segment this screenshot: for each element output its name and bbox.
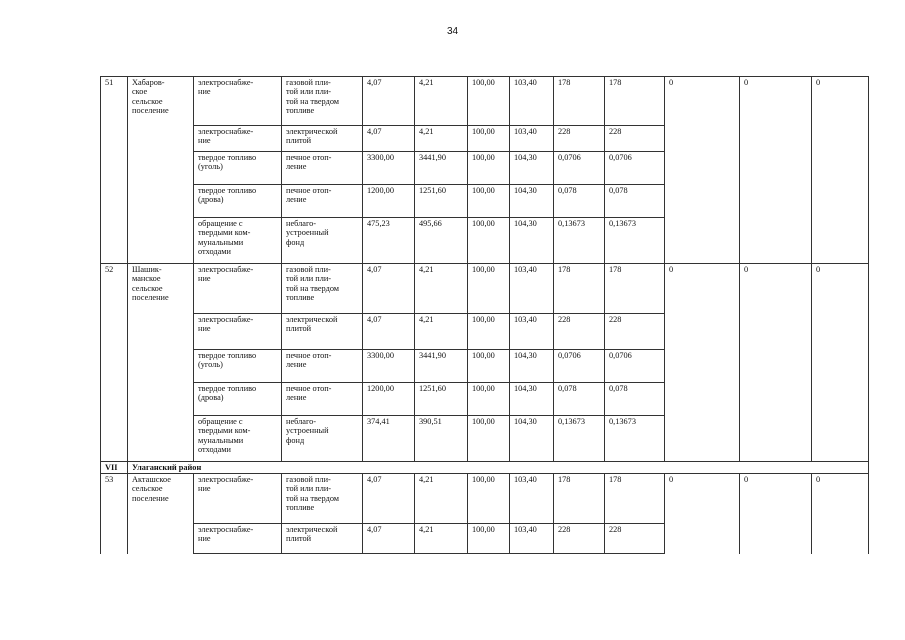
value-cell: 228: [554, 314, 605, 350]
value-cell: 0,13673: [554, 416, 605, 462]
type-cell: электрической плитой: [282, 524, 363, 554]
settlement-name: Шашик- манское сельское поселение: [128, 264, 194, 462]
extra-cell: 0: [740, 264, 812, 462]
type-cell: неблаго- устроенный фонд: [282, 416, 363, 462]
value-cell: 178: [605, 474, 665, 524]
value-cell: 100,00: [468, 152, 510, 185]
value-cell: 4,21: [415, 314, 468, 350]
value-cell: 4,21: [415, 126, 468, 152]
table-row: [101, 77, 869, 126]
row-number: 52: [101, 264, 128, 462]
value-cell: 0,13673: [605, 416, 665, 462]
value-cell: 100,00: [468, 77, 510, 126]
value-cell: 103,40: [510, 524, 554, 554]
service-cell: электроснабже- ние: [194, 264, 282, 314]
type-cell: печное отоп- ление: [282, 383, 363, 416]
value-cell: 4,07: [363, 524, 415, 554]
value-cell: 178: [554, 474, 605, 524]
value-cell: 100,00: [468, 350, 510, 383]
value-cell: 103,40: [510, 314, 554, 350]
value-cell: 4,21: [415, 474, 468, 524]
value-cell: 4,07: [363, 126, 415, 152]
type-cell: электрической плитой: [282, 314, 363, 350]
value-cell: 0,13673: [554, 218, 605, 264]
value-cell: 228: [605, 524, 665, 554]
value-cell: 104,30: [510, 218, 554, 264]
value-cell: 100,00: [468, 383, 510, 416]
value-cell: 100,00: [468, 524, 510, 554]
value-cell: 103,40: [510, 126, 554, 152]
row-number: 51: [101, 77, 128, 264]
value-cell: 1200,00: [363, 185, 415, 218]
value-cell: 100,00: [468, 264, 510, 314]
value-cell: 0,078: [554, 185, 605, 218]
value-cell: 0,0706: [554, 350, 605, 383]
value-cell: 103,40: [510, 474, 554, 524]
value-cell: 104,30: [510, 416, 554, 462]
extra-cell: 0: [740, 474, 812, 554]
value-cell: 1251,60: [415, 383, 468, 416]
service-cell: твердое топливо (уголь): [194, 152, 282, 185]
type-cell: печное отоп- ление: [282, 152, 363, 185]
service-cell: электроснабже- ние: [194, 77, 282, 126]
section-row: [101, 462, 869, 474]
tariff-table: [100, 76, 869, 554]
service-cell: твердое топливо (уголь): [194, 350, 282, 383]
value-cell: 103,40: [510, 264, 554, 314]
type-cell: газовой пли- той или пли- той на твердом топливе: [282, 474, 363, 524]
service-cell: электроснабже- ние: [194, 314, 282, 350]
service-cell: обращение с твердыми ком- мунальными отходами: [194, 218, 282, 264]
value-cell: 100,00: [468, 218, 510, 264]
value-cell: 228: [605, 126, 665, 152]
type-cell: печное отоп- ление: [282, 185, 363, 218]
value-cell: 0,13673: [605, 218, 665, 264]
value-cell: 178: [554, 77, 605, 126]
section-title: Улаганский район: [128, 462, 869, 474]
value-cell: 178: [605, 264, 665, 314]
value-cell: 100,00: [468, 185, 510, 218]
extra-cell: 0: [812, 474, 869, 554]
value-cell: 374,41: [363, 416, 415, 462]
type-cell: неблаго- устроенный фонд: [282, 218, 363, 264]
table-row: [101, 474, 869, 524]
service-cell: твердое топливо (дрова): [194, 185, 282, 218]
service-cell: твердое топливо (дрова): [194, 383, 282, 416]
section-number: VII: [101, 462, 128, 474]
value-cell: 100,00: [468, 474, 510, 524]
value-cell: 100,00: [468, 314, 510, 350]
value-cell: 0,078: [554, 383, 605, 416]
page-number: 34: [446, 26, 459, 37]
value-cell: 0,078: [605, 185, 665, 218]
value-cell: 4,21: [415, 264, 468, 314]
service-cell: электроснабже- ние: [194, 126, 282, 152]
value-cell: 0,0706: [605, 350, 665, 383]
value-cell: 228: [605, 314, 665, 350]
service-cell: электроснабже- ние: [194, 524, 282, 554]
row-number: 53: [101, 474, 128, 554]
extra-cell: 0: [812, 77, 869, 264]
value-cell: 495,66: [415, 218, 468, 264]
value-cell: 104,30: [510, 383, 554, 416]
type-cell: электрической плитой: [282, 126, 363, 152]
type-cell: газовой пли- той или пли- той на твердом топливе: [282, 264, 363, 314]
value-cell: 100,00: [468, 126, 510, 152]
value-cell: 104,30: [510, 185, 554, 218]
value-cell: 228: [554, 524, 605, 554]
extra-cell: 0: [665, 264, 740, 462]
value-cell: 178: [554, 264, 605, 314]
value-cell: 178: [605, 77, 665, 126]
value-cell: 4,07: [363, 77, 415, 126]
value-cell: 4,07: [363, 474, 415, 524]
value-cell: 1200,00: [363, 383, 415, 416]
value-cell: 390,51: [415, 416, 468, 462]
table-row: [101, 264, 869, 314]
extra-cell: 0: [665, 474, 740, 554]
extra-cell: 0: [740, 77, 812, 264]
value-cell: 3300,00: [363, 350, 415, 383]
value-cell: 0,0706: [605, 152, 665, 185]
value-cell: 0,078: [605, 383, 665, 416]
extra-cell: 0: [665, 77, 740, 264]
value-cell: 3300,00: [363, 152, 415, 185]
value-cell: 4,21: [415, 524, 468, 554]
type-cell: печное отоп- ление: [282, 350, 363, 383]
value-cell: 104,30: [510, 350, 554, 383]
extra-cell: 0: [812, 264, 869, 462]
value-cell: 4,07: [363, 264, 415, 314]
value-cell: 104,30: [510, 152, 554, 185]
value-cell: 3441,90: [415, 350, 468, 383]
value-cell: 4,07: [363, 314, 415, 350]
value-cell: 103,40: [510, 77, 554, 126]
settlement-name: Акташское сельское поселение: [128, 474, 194, 554]
value-cell: 4,21: [415, 77, 468, 126]
type-cell: газовой пли- той или пли- той на твердом топливе: [282, 77, 363, 126]
settlement-name: Хабаров- ское сельское поселение: [128, 77, 194, 264]
value-cell: 228: [554, 126, 605, 152]
service-cell: электроснабже- ние: [194, 474, 282, 524]
value-cell: 3441,90: [415, 152, 468, 185]
value-cell: 100,00: [468, 416, 510, 462]
value-cell: 0,0706: [554, 152, 605, 185]
value-cell: 475,23: [363, 218, 415, 264]
value-cell: 1251,60: [415, 185, 468, 218]
service-cell: обращение с твердыми ком- мунальными отходами: [194, 416, 282, 462]
